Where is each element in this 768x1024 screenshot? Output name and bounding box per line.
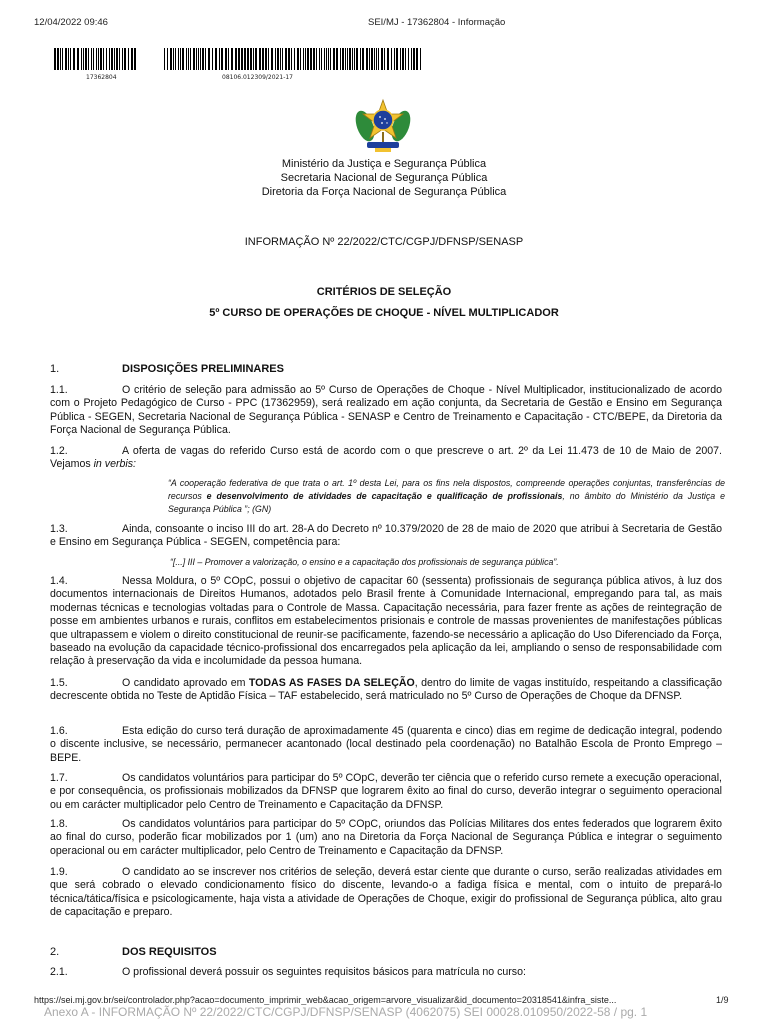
barcode-bar	[244, 48, 246, 70]
barcode-bar	[116, 48, 118, 70]
barcode-bar	[345, 48, 346, 70]
barcode-bar	[65, 48, 67, 70]
secretariat-name: Secretaria Nacional de Segurança Pública	[280, 172, 488, 184]
barcode-bar	[186, 48, 187, 70]
paragraph-text: O critério de seleção para admissão ao 5º Curso de Operações de Choque - Nível Multiplicador, institucionalizado de acordo com o Projeto Pedagógico de Curso - PPC (17362959), será realizado em ação conjunta, da Secretaria de Gestão e Ensino em Segurança Pública - SEGEN, Secretaria Nacional de Segurança Pública - SENASP e Centro de Treinamento e Capacitação - CTC/BEPE, da Diretoria da Força Nacional de Segurança Pública.	[50, 384, 722, 437]
paragraph-1-9	[50, 866, 722, 920]
barcode-process-number	[164, 48, 422, 70]
barcode-bar	[285, 48, 287, 70]
barcode-bar	[253, 48, 254, 70]
barcode-bar	[62, 48, 63, 70]
paragraph-1-6	[50, 725, 722, 765]
barcode-bar	[68, 48, 69, 70]
barcode-bar	[297, 48, 299, 70]
barcode-bar	[93, 48, 94, 70]
quote-text: “A cooperação federativa de que trata o art. 1º desta Lei, para os fins nela dispostos, compreende operações conjuntas, transferências de recursos	[168, 478, 725, 501]
barcode-document-id-label: 17362804	[86, 74, 117, 81]
barcode-bar	[420, 48, 421, 70]
barcode-bar	[54, 48, 56, 70]
paragraph-text: Nessa Moldura, o 5º COpC, possui o objetivo de capacitar 60 (sessenta) profissionais de segurança pública ativos, à luz dos documentos internacionais de Direitos Humanos, adotados pelo Brasil frente à Comunidade Internacional, empregando para tal, as mais modernas técnicas e tecnologias voltadas para o Controle de Massa. Capacitação necessária, para fazer frente as ações de reintegração de posse em ambientes urbanos e rurais, conflitos em estabelecimentos prisionais e controle de massas provenientes de manifestações públicas que ultrapassem e violem o direito constitucional de reunir-se pacificamente, fazendo-se necessário a aplicação do Uso Diferenciado da Força, baseado na evolução da capacidade técnico-profissional dos encarregados pela aplicação da lei, ampliando o senso de responsabilidade com relação à preservação da vida e incolumidade da pessoa humana.	[50, 575, 722, 668]
barcode-bar	[122, 48, 123, 70]
paragraph-number: 1.7.	[50, 772, 68, 784]
barcode-bar	[259, 48, 261, 70]
barcode-bar	[303, 48, 304, 70]
paragraph-1-8	[50, 818, 722, 858]
quote-emphasis: e desenvolvimento de atividades de capacitação e qualificação de profissionais	[206, 491, 563, 501]
barcode-bar	[321, 48, 322, 70]
barcode-bar	[175, 48, 176, 70]
ministry-heading	[0, 157, 768, 199]
barcode-bar	[352, 48, 353, 70]
page-counter: 1/9	[716, 995, 729, 1005]
barcode-bar	[188, 48, 189, 70]
barcode-bar	[198, 48, 199, 70]
print-title: SEI/MJ - 17362804 - Informação	[368, 17, 506, 28]
barcode-bar	[300, 48, 301, 70]
barcode-bar	[413, 48, 415, 70]
barcode-bar	[271, 48, 273, 70]
barcode-bar	[73, 48, 75, 70]
barcode-bar	[128, 48, 129, 70]
barcode-bar	[134, 48, 136, 70]
barcode-bar	[391, 48, 392, 70]
barcode-bar	[354, 48, 355, 70]
barcode-bar	[291, 48, 292, 70]
barcode-bar	[362, 48, 364, 70]
paragraph-2-1	[50, 966, 722, 979]
barcode-bar	[319, 48, 320, 70]
paragraph-number: 1.4.	[50, 575, 68, 587]
barcode-bar	[376, 48, 377, 70]
barcode-bar	[106, 48, 107, 70]
barcode-bar	[60, 48, 61, 70]
barcode-bar	[98, 48, 99, 70]
barcode-bar	[235, 48, 237, 70]
barcode-bar	[374, 48, 375, 70]
barcode-bar	[411, 48, 412, 70]
barcode-bar	[366, 48, 368, 70]
barcode-bar	[231, 48, 233, 70]
barcode-bar	[316, 48, 317, 70]
barcode-bar	[170, 48, 172, 70]
barcode-bar	[265, 48, 267, 70]
barcode-bar	[396, 48, 398, 70]
paragraph-1-4	[50, 575, 722, 669]
barcode-bar	[193, 48, 195, 70]
barcode-bar	[103, 48, 104, 70]
barcode-bar	[131, 48, 133, 70]
barcode-bar	[387, 48, 389, 70]
barcode-bar	[378, 48, 379, 70]
barcode-bar	[381, 48, 383, 70]
barcode-bar	[114, 48, 115, 70]
barcode-bar	[371, 48, 373, 70]
document-subtitle: 5º CURSO DE OPERAÇÕES DE CHOQUE - NÍVEL MULTIPLICADOR	[209, 307, 559, 319]
barcode-bar	[277, 48, 279, 70]
paragraph-text-end: , dentro do limite de vagas instituído, respeitando a classificação decrescente obtida no Teste de Aptidão Física – TAF estabelecido, será matriculado no 5º Curso de Operações de Choque da DFNSP.	[50, 677, 722, 703]
paragraph-1-1	[50, 384, 722, 438]
barcode-bar	[119, 48, 120, 70]
barcode-bar	[180, 48, 181, 70]
paragraph-number: 1.1.	[50, 384, 68, 396]
paragraph-number: 2.1.	[50, 966, 68, 978]
document-reference: INFORMAÇÃO Nº 22/2022/CTC/CGPJ/DFNSP/SENASP	[244, 236, 524, 248]
barcode-bar	[70, 48, 71, 70]
barcode-bar	[288, 48, 290, 70]
barcode-bar	[402, 48, 404, 70]
barcode-bar	[384, 48, 385, 70]
barcode-bar	[333, 48, 335, 70]
barcode-bar	[100, 48, 102, 70]
barcode-bar	[250, 48, 252, 70]
barcode-bar	[405, 48, 406, 70]
paragraph-number: 1.3.	[50, 523, 68, 535]
barcode-bar	[369, 48, 370, 70]
paragraph-number: 1.2.	[50, 445, 68, 457]
barcode-bar	[326, 48, 327, 70]
barcode-bar	[262, 48, 264, 70]
barcode-bar	[280, 48, 281, 70]
barcode-bar	[313, 48, 315, 70]
barcode-process-number-label: 08106.012309/2021-17	[222, 74, 293, 81]
barcode-bar	[241, 48, 243, 70]
barcode-bar	[77, 48, 79, 70]
barcode-bar	[205, 48, 206, 70]
barcode-bar	[307, 48, 309, 70]
barcode-bar	[310, 48, 312, 70]
barcode-bar	[215, 48, 217, 70]
barcode-bar	[336, 48, 338, 70]
section-title: DISPOSIÇÕES PRELIMINARES	[122, 363, 284, 375]
barcode-bar	[340, 48, 341, 70]
barcode-bar	[268, 48, 269, 70]
barcode-bar	[238, 48, 240, 70]
barcode-bar	[347, 48, 348, 70]
barcode-bar	[349, 48, 351, 70]
barcode-bar	[83, 48, 84, 70]
barcode-bar	[200, 48, 201, 70]
barcode-bar	[400, 48, 401, 70]
barcode-bar	[91, 48, 92, 70]
paragraph-text: O candidato ao se inscrever nos critérios de seleção, deverá estar ciente que durante o curso, serão realizadas atividades em que será cobrado o elevado condicionamento físico do discente, levando-o a fadiga física e mental, com o intuito de prepará-lo técnica/tática/física e psicologicamente, haja vista a atividade de Operações de Choque, exigir do profissional de Segurança pública, alto grau de capacitação e preparo.	[50, 866, 722, 919]
barcode-bar	[255, 48, 257, 70]
paragraph-1-7	[50, 772, 722, 812]
barcode-bar	[219, 48, 220, 70]
paragraph-text: Esta edição do curso terá duração de aproximadamente 45 (quarenta e cinco) dias em regime de dedicação integral, podendo o discente inclusive, se necessário, permanecer acantonado (local destinado pela coordenação) no Batalhão Escola de Pronto Emprego – BEPE.	[50, 725, 722, 764]
barcode-bar	[81, 48, 82, 70]
paragraph-number: 1.8.	[50, 818, 68, 830]
paragraph-1-5	[50, 677, 722, 704]
barcode-bar	[202, 48, 204, 70]
barcode-bar	[247, 48, 249, 70]
section-number: 2.	[50, 946, 60, 958]
barcode-bar	[111, 48, 113, 70]
paragraph-text: A oferta de vagas do referido Curso está de acordo com o que prescreve o art. 2º da Lei 11.473 de 10 de Maio de 2007. Vejamos	[50, 445, 722, 471]
barcode-bar	[212, 48, 213, 70]
barcode-bar	[124, 48, 126, 70]
barcode-bar	[275, 48, 276, 70]
print-source-url: https://sei.mj.gov.br/sei/controlador.php?acao=documento_imprimir_web&acao_origem=arvore_visualizar&id_documento=20318541&infra_siste...	[34, 995, 617, 1005]
section-number: 1.	[50, 363, 60, 375]
paragraph-text: Os candidatos voluntários para participar do 5º COpC, deverão ter ciência que o referido curso remete a execução operacional, e por consequência, os profissionais mobilizados da DFNSP que lograrem êxito ao final do curso, deverão integrar o seguimento operacional ou em carácter multiplicador pelo Centro de Treinamento e Capacitação da DFNSP.	[50, 772, 722, 811]
barcode-bar	[416, 48, 418, 70]
annex-footer-stamp: Anexo A - INFORMAÇÃO Nº 22/2022/CTC/CGPJ/DFNSP/SENASP (4062075) SEI 00028.010950/2022-58 / pg. 1	[44, 1005, 648, 1019]
section-title: DOS REQUISITOS	[122, 946, 217, 958]
legal-quote-2: “[...] III – Promover a valorização, o ensino e a capacitação dos profissionais de segurança pública”.	[170, 557, 559, 567]
barcode-bar	[182, 48, 184, 70]
barcode-bar	[360, 48, 361, 70]
document-title: CRITÉRIOS DE SELEÇÃO	[316, 286, 452, 298]
directorate-name: Diretoria da Força Nacional de Segurança Pública	[261, 186, 507, 198]
barcode-bar	[342, 48, 344, 70]
barcode-bar	[167, 48, 168, 70]
print-date: 12/04/2022 09:46	[34, 17, 108, 28]
legal-quote-1	[168, 477, 725, 516]
paragraph-number: 1.5.	[50, 677, 68, 689]
barcode-bar	[208, 48, 210, 70]
barcode-bar	[408, 48, 409, 70]
quote-text-end: , no âmbito do Ministério da Justiça e Segurança Pública ”; (GN)	[168, 491, 725, 514]
barcode-bar	[96, 48, 97, 70]
paragraph-text: Ainda, consoante o inciso III do art. 28-A do Decreto nº 10.379/2020 de 28 de maio de 2020 que atribui à Secretaria de Gestão e Ensino em Segurança Pública - SEGEN, competência para:	[50, 523, 722, 549]
barcode-bar	[305, 48, 306, 70]
barcode-bar	[294, 48, 295, 70]
barcode-document-id	[54, 48, 138, 70]
barcode-bar	[178, 48, 179, 70]
barcode-bar	[328, 48, 329, 70]
paragraph-emphasis: TODAS AS FASES DA SELEÇÃO	[248, 677, 415, 689]
paragraph-1-3	[50, 523, 722, 550]
barcode-bar	[225, 48, 227, 70]
barcode-bar	[228, 48, 229, 70]
barcode-bar	[109, 48, 110, 70]
barcode-bar	[394, 48, 395, 70]
paragraph-1-2	[50, 445, 722, 472]
paragraph-text: Os candidatos voluntários para participar do 5º COpC, oriundos das Polícias Militares dos entes federados que lograrem êxito ao final do curso, poderão ficar mobilizados por 1 (um) ano na Diretoria da Força Nacional de Segurança Pública e integrar o seguimento operacional ou em carácter multiplicador, pelo Centro de Treinamento e Capacitação da DFNSP.	[50, 818, 722, 857]
paragraph-italic-text: in verbis:	[93, 458, 136, 471]
barcode-bar	[57, 48, 59, 70]
barcode-bar	[356, 48, 358, 70]
paragraph-text: O profissional deverá possuir os seguintes requisitos básicos para matrícula no curso:	[122, 966, 526, 978]
barcode-bar	[196, 48, 197, 70]
ministry-name: Ministério da Justiça e Segurança Pública	[281, 158, 487, 170]
barcode-bar	[190, 48, 191, 70]
barcode-bar	[173, 48, 174, 70]
paragraph-number: 1.9.	[50, 866, 68, 878]
barcode-bar	[324, 48, 325, 70]
barcode-bar	[221, 48, 223, 70]
barcode-bar	[88, 48, 89, 70]
coat-of-arms-emblem	[353, 98, 413, 158]
barcode-bar	[330, 48, 331, 70]
paragraph-number: 1.6.	[50, 725, 68, 737]
paragraph-text: O candidato aprovado em	[122, 677, 249, 689]
barcode-bar	[85, 48, 87, 70]
barcode-bar	[282, 48, 283, 70]
barcode-bar	[164, 48, 165, 70]
